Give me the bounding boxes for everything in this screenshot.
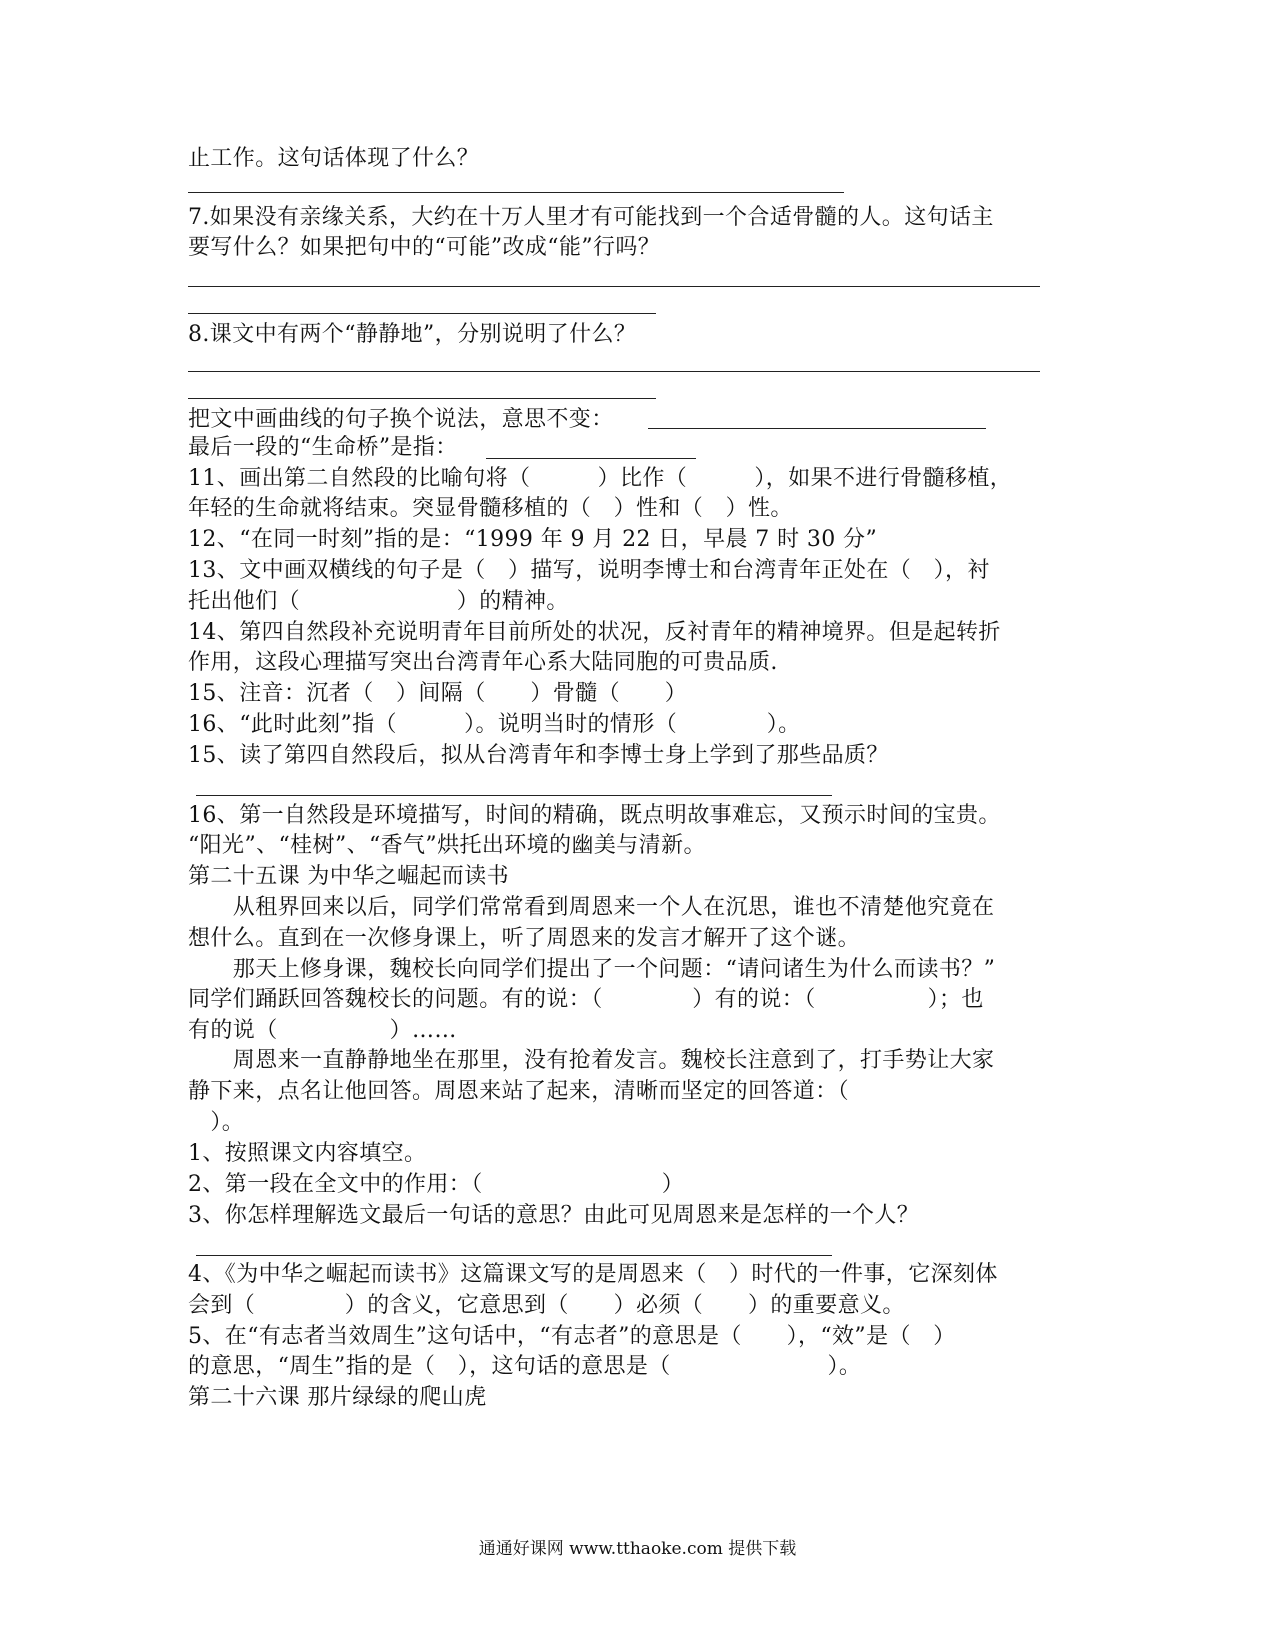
- answer-line: [188, 192, 844, 193]
- footer-credit: 通通好课网 www.tthaoke.com 提供下载: [478, 1539, 797, 1559]
- text-line: 会到（ ）的含义，它意思到（ ）必须（ ）的重要意义。: [188, 1293, 905, 1318]
- text-line: 15、读了第四自然段后，拟从台湾青年和李博士身上学到了那些品质？: [188, 743, 889, 768]
- text-line: 要写什么？如果把句中的“可能”改成“能”行吗？: [188, 235, 661, 260]
- text-line: 13、文中画双横线的句子是（ ）描写，说明李博士和台湾青年正处在（ ），衬: [188, 558, 990, 583]
- text-line: ）。: [188, 1110, 245, 1135]
- answer-line: [188, 286, 1040, 287]
- text-line: 1、按照课文内容填空。: [188, 1141, 427, 1166]
- text-line: 想什么。直到在一次修身课上，听了周恩来的发言才解开了这个谜。: [188, 926, 861, 951]
- section-heading: 第二十六课 那片绿绿的爬山虎: [188, 1385, 487, 1410]
- answer-line: [188, 398, 656, 399]
- text-line: 3、你怎样理解选文最后一句话的意思？由此可见周恩来是怎样的一个人？: [188, 1203, 920, 1228]
- answer-line: [188, 313, 656, 314]
- text-line: 有的说（ ）……: [188, 1018, 457, 1043]
- text-line: 作用，这段心理描写突出台湾青年心系大陆同胞的可贵品质.: [188, 650, 778, 675]
- answer-line: [648, 428, 986, 429]
- text-line: 年轻的生命就将结束。突显骨髓移植的（ ）性和（ ）性。: [188, 496, 793, 521]
- answer-line: [196, 795, 832, 796]
- text-line: 16、第一自然段是环境描写，时间的精确，既点明故事难忘，又预示时间的宝贵。: [188, 803, 1001, 828]
- text-line: 11、画出第二自然段的比喻句将（ ）比作（ ），如果不进行骨髓移植，: [188, 466, 1013, 491]
- answer-line: [486, 458, 696, 459]
- text-line: 的意思，“周生”指的是（ ），这句话的意思是（ ）。: [188, 1354, 862, 1379]
- text-line: 8.课文中有两个“静静地”，分别说明了什么？: [188, 322, 637, 347]
- text-line: 5、在“有志者当效周生”这句话中，“有志者”的意思是（ ），“效”是（ ）: [188, 1324, 956, 1349]
- text-line: 12、“在同一时刻”指的是：“1999 年 9 月 22 日，早晨 7 时 30 分”: [188, 527, 878, 552]
- text-line: 从租界回来以后，同学们常常看到周恩来一个人在沉思，谁也不清楚他究竟在: [188, 895, 995, 920]
- text-line: 静下来，点名让他回答。周恩来站了起来，清晰而坚定的回答道：（: [188, 1079, 850, 1104]
- text-line: 2、第一段在全文中的作用：（ ）: [188, 1172, 685, 1197]
- section-heading: 第二十五课 为中华之崛起而读书: [188, 864, 509, 889]
- text-line: 15、注音：沉者（ ）间隔（ ）骨髓（ ）: [188, 681, 688, 706]
- text-line: 最后一段的“生命桥”是指：: [188, 435, 458, 460]
- text-line: 4、《为中华之崛起而读书》这篇课文写的是周恩来（ ）时代的一件事，它深刻体: [188, 1262, 998, 1287]
- text-line: 14、第四自然段补充说明青年目前所处的状况，反衬青年的精神境界。但是起转折: [188, 620, 1001, 645]
- text-line: “阳光”、“桂树”、“香气”烘托出环境的幽美与清新。: [188, 833, 706, 858]
- text-line: 那天上修身课，魏校长向同学们提出了一个问题：“请问诸生为什么而读书？”: [188, 957, 996, 982]
- text-line: 同学们踊跃回答魏校长的问题。有的说：（ ）有的说：（ ）；也: [188, 987, 984, 1012]
- text-line: 把文中画曲线的句子换个说法，意思不变：: [188, 407, 614, 432]
- text-line: 16、“此时此刻”指（ ）。说明当时的情形（ ）。: [188, 712, 801, 737]
- answer-line: [196, 1255, 832, 1256]
- text-line: 托出他们（ ）的精神。: [188, 589, 569, 614]
- text-line: 7.如果没有亲缘关系，大约在十万人里才有可能找到一个合适骨髓的人。这句话主: [188, 205, 994, 230]
- text-line: 止工作。这句话体现了什么？: [188, 146, 480, 171]
- text-line: 周恩来一直静静地坐在那里，没有抢着发言。魏校长注意到了，打手势让大家: [188, 1048, 995, 1073]
- answer-line: [188, 371, 1040, 372]
